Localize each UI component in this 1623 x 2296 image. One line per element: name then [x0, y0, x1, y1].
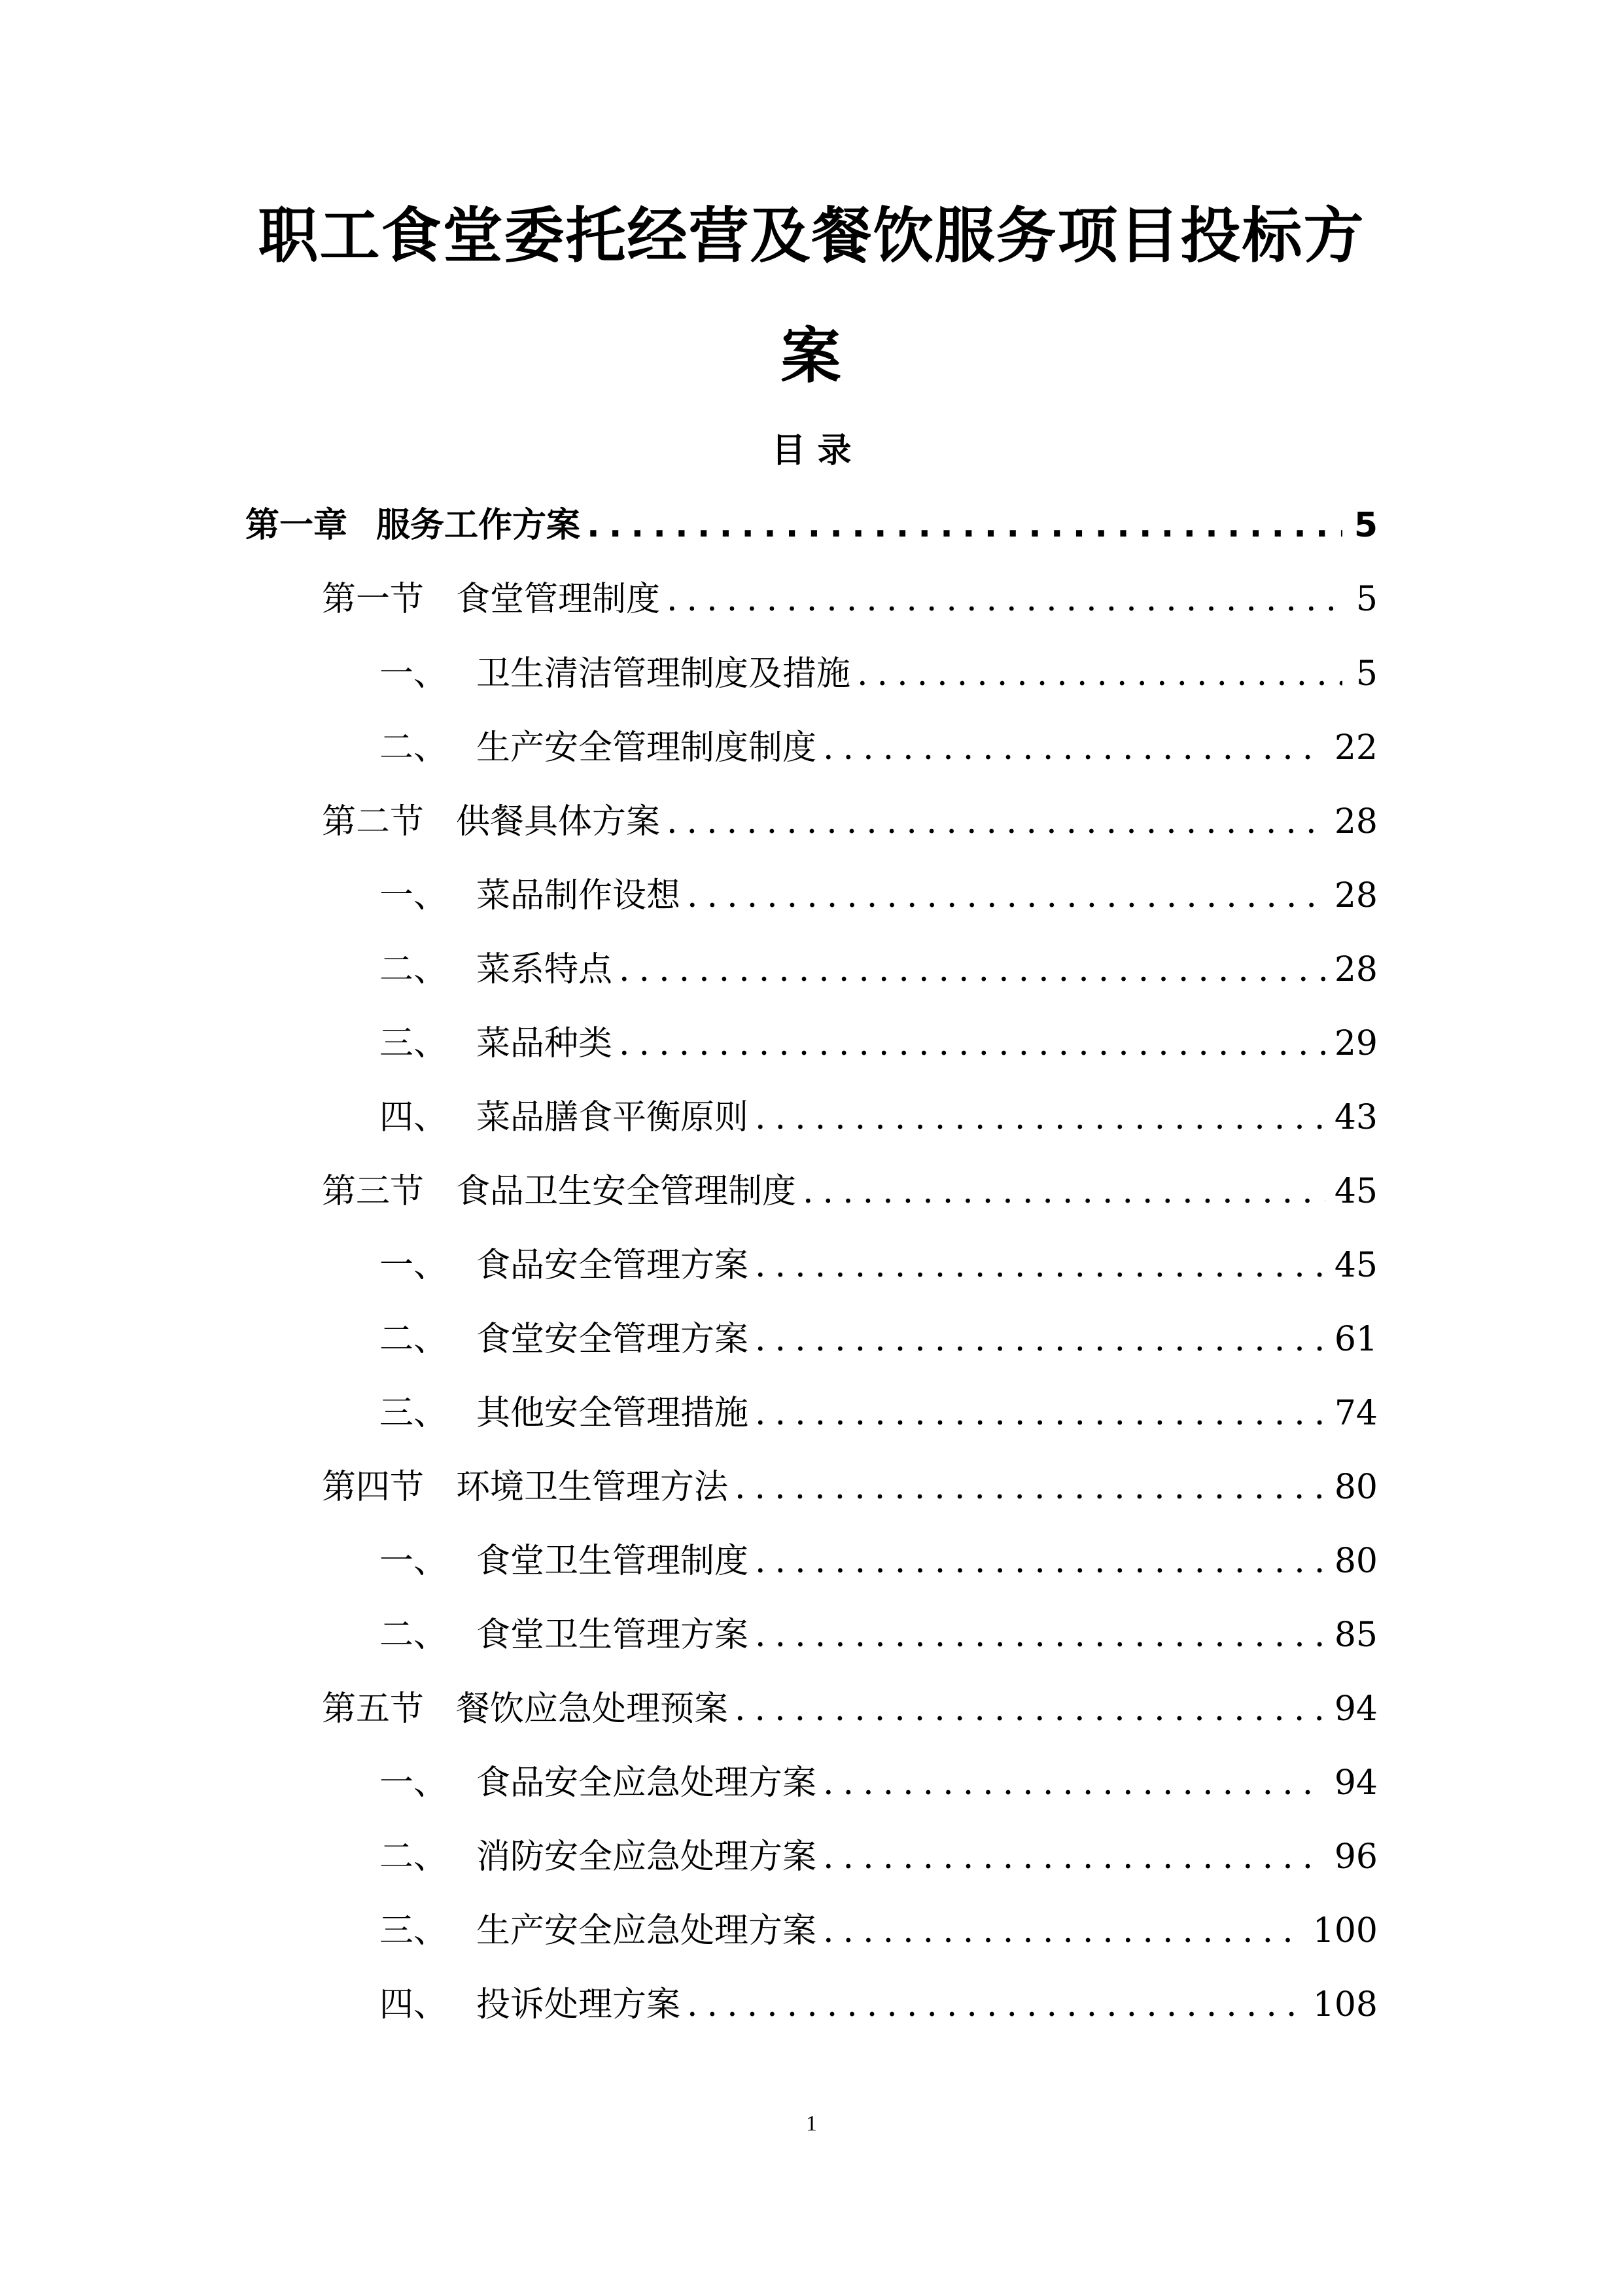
- toc-entry-page: 22: [1334, 728, 1378, 768]
- toc-entry-title: 菜品制作设想: [476, 876, 681, 915]
- toc-dot-leader: [687, 870, 1325, 922]
- toc-entry-number: 二、: [379, 950, 448, 989]
- toc-dot-leader: [667, 573, 1342, 626]
- toc-entry-title: 食品卫生安全管理制度: [456, 1172, 797, 1211]
- toc-entry-title: 卫生清洁管理制度及措施: [476, 654, 851, 694]
- toc-entry[interactable]: [322, 1165, 1378, 1218]
- toc-entry-title: 生产安全管理制度制度: [476, 728, 817, 768]
- toc-dot-leader: [755, 1609, 1325, 1661]
- toc-entry-title: 食堂管理制度: [456, 580, 661, 619]
- toc-dot-leader: [755, 1387, 1325, 1439]
- toc-entry-number: 四、: [379, 1985, 448, 2024]
- toc-entry-title: 菜品膳食平衡原则: [476, 1098, 749, 1137]
- toc-dot-leader: [755, 1313, 1325, 1366]
- toc-entry-title: 菜品种类: [476, 1024, 613, 1063]
- toc-dot-leader: [619, 944, 1325, 996]
- toc-entry-page: 85: [1334, 1616, 1378, 1655]
- toc-entry-number: 第二节: [322, 802, 425, 841]
- toc-entry-page: 5: [1353, 506, 1378, 545]
- toc-entry-page: 61: [1334, 1320, 1378, 1359]
- page-number: 1: [806, 2111, 817, 2136]
- toc-entry[interactable]: [379, 648, 1378, 700]
- toc-dot-leader: [667, 796, 1325, 848]
- toc-entry-number: 三、: [379, 1911, 448, 1951]
- toc-dot-leader: [857, 648, 1342, 700]
- toc-dot-leader: [687, 1979, 1304, 2031]
- toc-entry-title: 服务工作方案: [376, 506, 581, 545]
- toc-entry-page: 29: [1334, 1024, 1378, 1063]
- toc-entry[interactable]: [379, 1979, 1378, 2031]
- toc-entry-page: 94: [1334, 1689, 1378, 1729]
- toc-entry-number: 一、: [379, 1542, 448, 1581]
- toc-entry-page: 96: [1334, 1837, 1378, 1877]
- toc-entry[interactable]: [379, 1313, 1378, 1366]
- toc-entry-page: 80: [1334, 1468, 1378, 1507]
- toc-entry[interactable]: [322, 573, 1378, 626]
- toc-entry[interactable]: [379, 1091, 1378, 1144]
- toc-entry-page: 80: [1334, 1542, 1378, 1581]
- toc-entry-number: 二、: [379, 1616, 448, 1655]
- toc-entry[interactable]: [379, 722, 1378, 774]
- toc-dot-leader: [587, 499, 1342, 552]
- toc-entry-title: 食堂卫生管理制度: [476, 1542, 749, 1581]
- toc-entry-title: 食品安全管理方案: [476, 1246, 749, 1285]
- toc-entry[interactable]: [379, 1017, 1378, 1070]
- document-title-line2: 案: [780, 321, 843, 391]
- toc-entry[interactable]: [245, 499, 1378, 552]
- toc-entry-number: 四、: [379, 1098, 448, 1137]
- toc-entry-title: 餐饮应急处理预案: [456, 1689, 729, 1729]
- toc-entry[interactable]: [322, 796, 1378, 848]
- toc-entry-title: 供餐具体方案: [456, 802, 661, 841]
- toc-entry-page: 74: [1334, 1394, 1378, 1433]
- toc-entry-page: 5: [1355, 654, 1378, 694]
- toc-dot-leader: [735, 1461, 1325, 1513]
- toc-dot-leader: [823, 1905, 1304, 1957]
- toc-entry[interactable]: [379, 1905, 1378, 1957]
- toc-entry-page: 45: [1334, 1172, 1378, 1211]
- toc-entry[interactable]: [322, 1461, 1378, 1513]
- toc-entry-title: 菜系特点: [476, 950, 613, 989]
- toc-heading: 目 录: [771, 431, 852, 470]
- toc-entry-number: 第一节: [322, 580, 425, 619]
- toc-entry-title: 消防安全应急处理方案: [476, 1837, 817, 1877]
- toc-entry-number: 三、: [379, 1394, 448, 1433]
- toc-entry-title: 其他安全管理措施: [476, 1394, 749, 1433]
- toc-entry-number: 一、: [379, 1246, 448, 1285]
- toc-entry-title: 环境卫生管理方法: [456, 1468, 729, 1507]
- toc-dot-leader: [823, 1757, 1325, 1809]
- toc-dot-leader: [755, 1091, 1325, 1144]
- toc-entry[interactable]: [379, 1387, 1378, 1439]
- toc-entry-page: 28: [1334, 876, 1378, 915]
- toc-entry-page: 28: [1334, 950, 1378, 989]
- toc-entry[interactable]: [379, 870, 1378, 922]
- toc-entry-number: 第一章: [245, 506, 348, 545]
- toc-entry[interactable]: [379, 1609, 1378, 1661]
- toc-entry[interactable]: [379, 1239, 1378, 1292]
- toc-entry-title: 食品安全应急处理方案: [476, 1763, 817, 1803]
- toc-entry-number: 第五节: [322, 1689, 425, 1729]
- document-title-line1: 职工食堂委托经营及餐饮服务项目投标方: [258, 201, 1365, 271]
- toc-entry-page: 100: [1312, 1911, 1378, 1951]
- toc-entry-page: 43: [1334, 1098, 1378, 1137]
- toc-entry[interactable]: [379, 1831, 1378, 1883]
- toc-entry-number: 二、: [379, 728, 448, 768]
- toc-entry-page: 5: [1355, 580, 1378, 619]
- toc-entry-title: 生产安全应急处理方案: [476, 1911, 817, 1951]
- toc-dot-leader: [755, 1535, 1325, 1587]
- toc-entry-title: 食堂安全管理方案: [476, 1320, 749, 1359]
- toc-entry-number: 一、: [379, 876, 448, 915]
- toc-entry[interactable]: [322, 1683, 1378, 1735]
- toc-entry[interactable]: [379, 1535, 1378, 1587]
- toc-dot-leader: [803, 1165, 1325, 1218]
- toc-entry-number: 第三节: [322, 1172, 425, 1211]
- toc-entry-page: 45: [1334, 1246, 1378, 1285]
- toc-entry-title: 食堂卫生管理方案: [476, 1616, 749, 1655]
- toc-entry-number: 三、: [379, 1024, 448, 1063]
- toc-entry[interactable]: [379, 1757, 1378, 1809]
- toc-entry-number: 第四节: [322, 1468, 425, 1507]
- toc-entry-page: 28: [1334, 802, 1378, 841]
- toc-entry-number: 二、: [379, 1837, 448, 1877]
- toc-entry-title: 投诉处理方案: [476, 1985, 681, 2024]
- toc-dot-leader: [619, 1017, 1325, 1070]
- toc-dot-leader: [823, 722, 1325, 774]
- toc-entry-page: 108: [1312, 1985, 1378, 2024]
- toc-entry-number: 一、: [379, 1763, 448, 1803]
- toc-dot-leader: [755, 1239, 1325, 1292]
- toc-entry[interactable]: [379, 944, 1378, 996]
- toc-entry-number: 一、: [379, 654, 448, 694]
- toc-dot-leader: [735, 1683, 1325, 1735]
- toc-entry-page: 94: [1334, 1763, 1378, 1803]
- toc-entry-number: 二、: [379, 1320, 448, 1359]
- toc-dot-leader: [823, 1831, 1325, 1883]
